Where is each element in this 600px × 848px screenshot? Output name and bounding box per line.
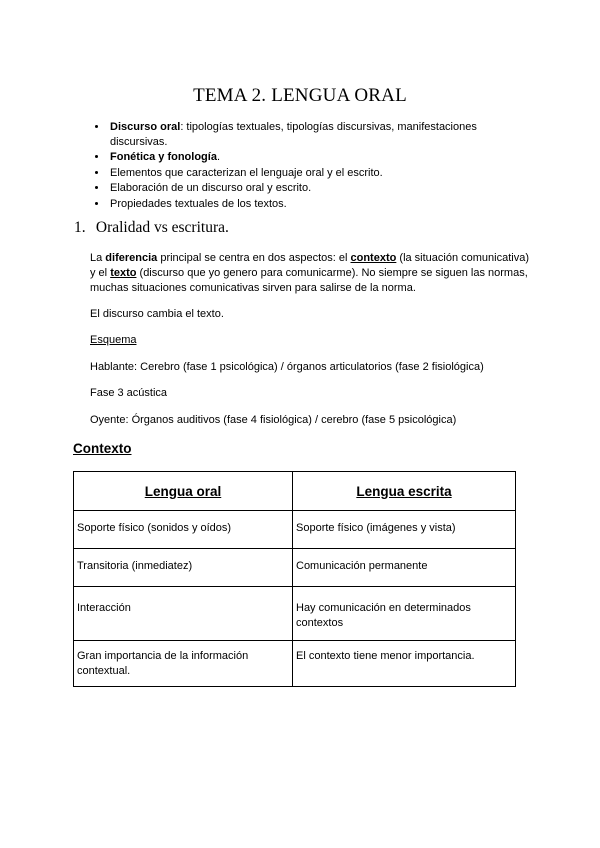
hablante-line: Hablante: Cerebro (fase 1 psicológica) / órganos articulatorios (fase 2 fisiológica) <box>90 361 484 373</box>
list-item <box>108 150 528 165</box>
topic-text: . <box>216 151 221 163</box>
esquema-label: Esquema <box>90 334 137 346</box>
table-cell: Gran importancia de la información contextual. <box>74 641 293 687</box>
table-cell: Comunicación permanente <box>293 549 516 587</box>
topics-list <box>92 120 528 212</box>
list-item <box>108 120 528 149</box>
intro-text: (discurso que yo genero para comunicarme). No siempre se siguen las normas, muchas situaciones comunicativas sirven para salirse de la norma. <box>90 267 528 294</box>
table-cell: Soporte físico (imágenes y vista) <box>293 511 516 549</box>
table-cell: Interacción <box>74 587 293 641</box>
oyente-line: Oyente: Órganos auditivos (fase 4 fisiológica) / cerebro (fase 5 psicológica) <box>90 414 457 426</box>
topic-text: Elementos que caracterizan el lenguaje oral y el escrito. <box>110 166 383 179</box>
fase3-line: Fase 3 acústica <box>90 387 168 399</box>
topic-keyword: Discurso oral <box>110 121 181 133</box>
intro-paragraph <box>90 251 530 296</box>
header-lengua-escrita: Lengua escrita <box>293 472 516 511</box>
topic-text: : tipologías textuales, tipologías discursivas, manifestaciones discursivas. <box>110 121 477 148</box>
discurso-paragraph: El discurso cambia el texto. <box>90 308 224 320</box>
table-cell: Transitoria (inmediatez) <box>74 549 293 587</box>
contexto-table <box>73 471 516 687</box>
keyword-contexto: contexto <box>350 252 397 264</box>
list-item <box>108 166 528 181</box>
table-header-row <box>74 472 516 511</box>
topic-text: Elaboración de un discurso oral y escrito. <box>110 182 312 194</box>
topic-text: Propiedades textuales de los textos. <box>110 197 287 210</box>
section-heading <box>74 219 229 237</box>
table-cell: El contexto tiene menor importancia. <box>293 641 516 687</box>
header-lengua-oral: Lengua oral <box>74 472 293 511</box>
intro-text: La <box>90 252 106 264</box>
table-row <box>74 511 516 549</box>
table-cell: Hay comunicación en determinados contextos <box>293 587 516 641</box>
section-title: Oralidad vs escritura. <box>95 219 229 236</box>
table-row <box>74 549 516 587</box>
page-title: TEMA 2. LENGUA ORAL <box>193 85 407 106</box>
keyword-texto: texto <box>110 267 137 279</box>
table-cell: Soporte físico (sonidos y oídos) <box>74 511 293 549</box>
intro-text: principal se centra en dos aspectos: el <box>157 252 351 264</box>
intro-text: (la situación comunicativa) y el <box>90 252 530 279</box>
contexto-heading: Contexto <box>73 441 132 456</box>
table-row <box>74 587 516 641</box>
table-row <box>74 641 516 687</box>
list-item <box>108 197 528 212</box>
topic-keyword: Fonética y fonología <box>110 151 217 163</box>
section-number: 1. <box>74 219 86 236</box>
keyword-diferencia: diferencia <box>105 252 158 264</box>
list-item <box>108 181 528 196</box>
